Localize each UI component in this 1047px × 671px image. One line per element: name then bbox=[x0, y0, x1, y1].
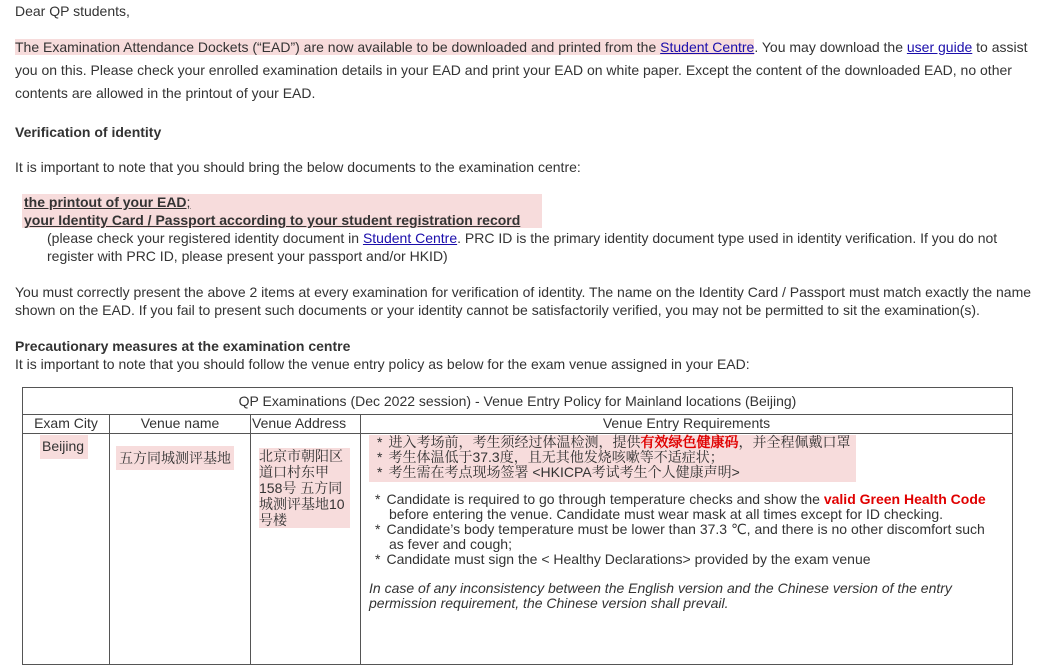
verification-intro: It is important to note that you should bring the below documents to the examination centre: bbox=[15, 159, 581, 175]
header-exam-city: Exam City bbox=[23, 415, 110, 434]
precaution-heading: Precautionary measures at the examination centre bbox=[15, 338, 351, 354]
venue-address-value: 北京市朝阳区道口村东甲158号 五方同城测评基地10号楼 bbox=[259, 448, 350, 528]
header-venue-name: Venue name bbox=[110, 415, 251, 434]
venue-name-value: 五方同城测评基地 bbox=[116, 446, 234, 470]
venue-entry-table bbox=[22, 387, 1013, 665]
cell-entry-requirements bbox=[361, 434, 1013, 665]
student-centre-link[interactable]: Student Centre bbox=[660, 39, 755, 55]
requirements-chinese: * 进入考场前，考生须经过体温检测，提供有效绿色健康码，并全程佩戴口罩 * 考生体温低于37.3度，且无其他发烧咳嗽等不适症状； * 考生需在考点现场签署 <HKICPA考试考生个人健康声明> bbox=[369, 435, 856, 482]
exam-city-value: Beijing bbox=[40, 435, 88, 459]
item-identity-card: your Identity Card / Passport according to your student registration record bbox=[24, 212, 521, 228]
inconsistency-note: In case of any inconsistency between the English version and the Chinese version of the entry permission requirement, the Chinese version shall prevail. bbox=[369, 580, 952, 612]
student-centre-link-2[interactable]: Student Centre bbox=[362, 230, 458, 246]
intro-paragraph: The Examination Attendance Dockets (“EAD”) are now available to be downloaded and printed from the Student Centre. You may download the user guide to assist you on this. Please check your enrolled examination details in your EAD and print your EAD on white paper. Except the content of the downloaded EAD, no other contents are allowed in the printout of your EAD. bbox=[15, 39, 1028, 101]
cell-venue-address bbox=[251, 434, 361, 665]
header-entry-requirements: Venue Entry Requirements bbox=[361, 415, 1013, 434]
cell-exam-city bbox=[23, 434, 110, 665]
table-caption: QP Examinations (Dec 2022 session) - Venue Entry Policy for Mainland locations (Beijing) bbox=[23, 388, 1013, 415]
cell-venue-name bbox=[110, 434, 251, 665]
user-guide-link[interactable]: user guide bbox=[906, 39, 973, 55]
identity-note: (please check your registered identity document in Student Centre. PRC ID is the primary identity document type used in identity verification. If you do not register with PRC ID, please present your passport and/or HKID) bbox=[47, 230, 998, 264]
verification-heading: Verification of identity bbox=[15, 124, 162, 140]
verification-warning: You must correctly present the above 2 items at every examination for verification of identity. The name on the Identity Card / Passport must match exactly the name shown on the EAD. If you fail to present such documents or your identity cannot be satisfactorily verified, you may not be permitted to sit the examination(s). bbox=[15, 284, 1032, 318]
header-venue-address: Venue Address bbox=[251, 415, 361, 434]
requirements-english: * Candidate is required to go through temperature checks and show the valid Green Health Code before entering the venue. Candidate must wear mask at all times except for ID checking. * Candidate’s body temperature must be lower than 37.3 ℃, and there is no other discomfort such as fever and cough; * Candidate must sign the < Healthy Declarations> provided by the exam venue bbox=[375, 491, 986, 568]
intro-highlight: The Examination Attendance Dockets (“EAD”) are now available to be downloaded and printed from the Student Centre bbox=[15, 39, 755, 55]
precaution-intro: It is important to note that you should follow the venue entry policy as below for the exam venue assigned in your EAD: bbox=[15, 356, 750, 372]
item-ead-printout: the printout of your EAD; bbox=[24, 194, 191, 210]
greeting: Dear QP students, bbox=[15, 3, 130, 19]
